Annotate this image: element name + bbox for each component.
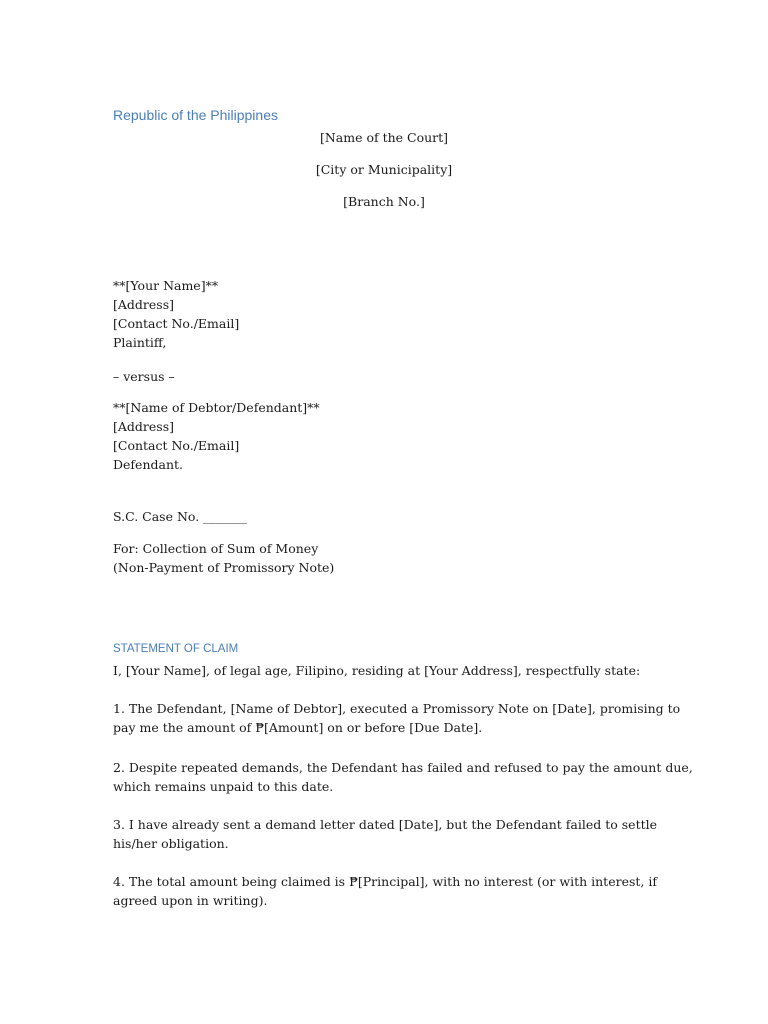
claim-paragraph-3-line1: 3. I have already sent a demand letter dated [Date], but the Defendant failed to settle [113,817,658,832]
statement-of-claim-heading: STATEMENT OF CLAIM [113,643,239,655]
defendant-block [113,398,320,474]
plaintiff-block [113,276,239,352]
plaintiff-address: [Address] [113,297,174,312]
versus-text: – versus – [113,369,175,384]
claim-paragraph-2-line1: 2. Despite repeated demands, the Defendant has failed and refused to pay the amount due, [113,760,693,775]
versus-line [113,367,175,386]
claim-paragraph-1-line1: 1. The Defendant, [Name of Debtor], executed a Promissory Note on [Date], promising to [113,701,681,716]
plaintiff-contact: [Contact No./Email] [113,316,240,331]
claim-paragraph-1 [113,699,680,737]
claim-paragraph-2-line2: which remains unpaid to this date. [113,779,334,794]
plaintiff-name: **[Your Name]** [113,278,219,293]
city-municipality: [City or Municipality] [315,162,453,177]
case-number: S.C. Case No. _______ [113,509,247,524]
statement-intro: I, [Your Name], of legal age, Filipino, residing at [Your Address], respectfully state: [113,663,641,678]
case-subject-line2: (Non-Payment of Promissory Note) [113,560,335,575]
claim-paragraph-2 [113,758,693,796]
statement-intro-block [113,661,640,680]
claim-paragraph-3 [113,815,657,853]
plaintiff-role: Plaintiff, [113,335,167,350]
case-subject-block [113,539,334,577]
defendant-address: [Address] [113,419,174,434]
case-subject-line1: For: Collection of Sum of Money [113,541,319,556]
claim-paragraph-1-line2: pay me the amount of ₱[Amount] on or before [Due Date]. [113,720,483,735]
defendant-contact: [Contact No./Email] [113,438,240,453]
case-number-line [113,507,247,526]
claim-paragraph-4-line1: 4. The total amount being claimed is ₱[Principal], with no interest (or with interest, if [113,874,657,889]
claim-paragraph-4-line2: agreed upon in writing). [113,893,268,908]
branch-number: [Branch No.] [343,194,425,209]
defendant-name: **[Name of Debtor/Defendant]** [113,400,320,415]
claim-paragraph-3-line2: his/her obligation. [113,836,229,851]
defendant-role: Defendant. [113,457,183,472]
claim-paragraph-4 [113,872,657,910]
court-name: [Name of the Court] [319,130,449,145]
republic-heading: Republic of the Philippines [113,107,278,123]
